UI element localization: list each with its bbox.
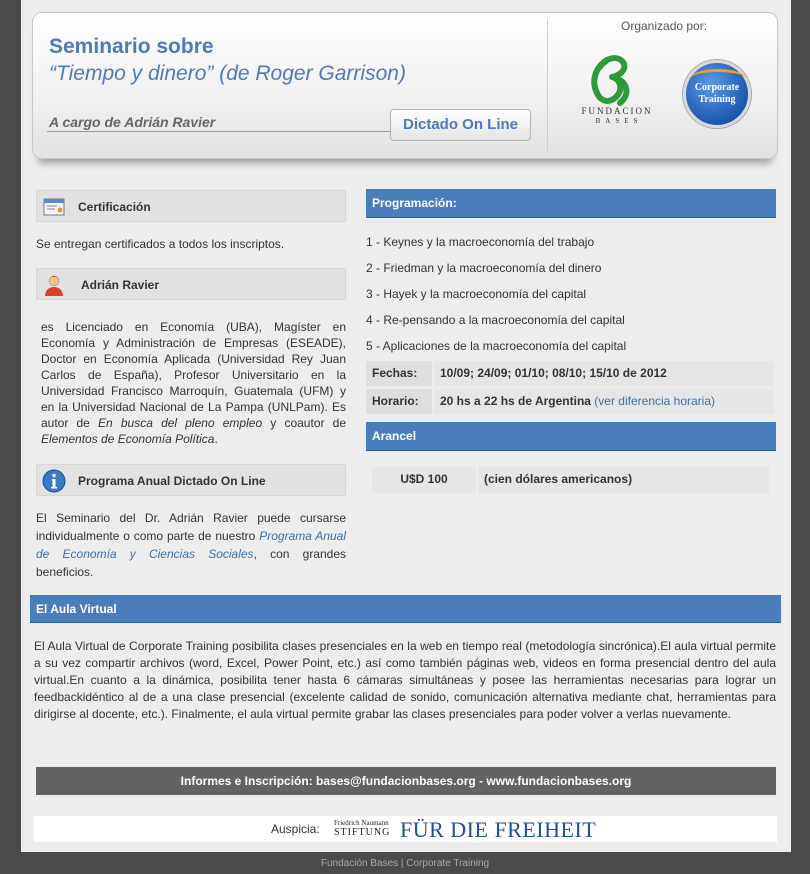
autor-book2: Elementos de Economía Política bbox=[41, 432, 215, 446]
header-panel bbox=[32, 12, 778, 159]
programacion-item-4: 4 - Re-pensando a la macroeconomía del capital bbox=[366, 313, 625, 327]
fechas-label: Fechas: bbox=[366, 361, 432, 386]
sponsor-logo-text: FÜR DIE FREIHEIT bbox=[400, 817, 597, 842]
autor-book1: En busca del pleno empleo bbox=[98, 416, 263, 430]
bottom-credit: Fundación Bases | Corporate Training bbox=[320, 858, 490, 869]
sponsor-strip bbox=[34, 816, 777, 842]
header-underline bbox=[47, 131, 393, 132]
fundacion-bases-sub: BASES bbox=[595, 117, 643, 125]
certificate-icon bbox=[42, 195, 66, 219]
newsletter-sheet bbox=[21, 0, 791, 852]
diferencia-horaria-link[interactable]: (ver diferencia horaria) bbox=[594, 394, 716, 408]
ct-logo-line2: Training bbox=[698, 94, 736, 105]
programa-anual-text bbox=[36, 509, 346, 581]
certificacion-title: Certificación bbox=[78, 200, 151, 214]
autor-bio-pre: es Licenciado en Economía (UBA), Magíster en Economía y Administración de Empresas (ESEADE), Doctor en Economía Aplicada (Universidad Rey Juan Carlos de España), Profesor Universitario en la Universidad Francisco Marroquín, Guatemala (UFM) y en la Universidad Nacional de La Pampa (UNLPam). Es autor de bbox=[41, 320, 346, 430]
autor-bio-end: . bbox=[214, 432, 218, 446]
seminar-title-line1: Seminario sobre bbox=[49, 35, 214, 58]
programa-anual-link[interactable]: Programa Anual de Economía y Ciencias Sociales bbox=[36, 529, 346, 561]
programa-anual-title: Programa Anual Dictado On Line bbox=[78, 474, 266, 488]
sponsor-small-line1: Friedrich Naumann bbox=[334, 819, 389, 827]
programa-anual-section-header bbox=[36, 464, 346, 496]
fundacion-bases-name: FUNDACION bbox=[581, 106, 653, 116]
info-icon bbox=[42, 469, 66, 493]
arancel-price: U$D 100 bbox=[372, 467, 476, 493]
sponsor-small-line2: STIFTUNG bbox=[334, 827, 391, 838]
autor-bio-mid: y coautor de bbox=[270, 416, 346, 430]
autor-section-header bbox=[36, 268, 346, 300]
ct-logo-line1: Corporate bbox=[694, 82, 740, 93]
organized-by-label: Organizado por: bbox=[621, 19, 708, 33]
seminar-title-line2: “Tiempo y dinero” (de Roger Garrison) bbox=[49, 62, 406, 85]
programacion-item-5: 5 - Aplicaciones de la macroeconomía del capital bbox=[366, 339, 627, 353]
programacion-item-3: 3 - Hayek y la macroeconomía del capital bbox=[366, 287, 587, 301]
aula-virtual-header: El Aula Virtual bbox=[30, 595, 781, 623]
programa-anual-text-pre: El Seminario del Dr. Adrián Ravier puede cursarse individualmente o como parte de nuestro bbox=[36, 511, 346, 543]
header-divider bbox=[547, 19, 548, 151]
arancel-header: Arancel bbox=[366, 422, 776, 451]
programacion-item-1: 1 - Keynes y la macroeconomía del trabajo bbox=[366, 235, 595, 249]
corporate-training-logo bbox=[683, 60, 751, 128]
programacion-header: Programación: bbox=[366, 189, 776, 218]
autor-title: Adrián Ravier bbox=[81, 278, 160, 292]
auspicia-label: Auspicia: bbox=[271, 822, 320, 836]
autor-bio bbox=[41, 319, 346, 447]
horario-text: 20 hs a 22 hs de Argentina bbox=[440, 394, 591, 408]
aula-virtual-text: El Aula Virtual de Corporate Training posibilita clases presenciales en la web en tiempo real (metodología sincrónica).El aula virtual permite a su vez compartir archivos (word, Excel, Power Point, etc.) así como también páginas web, videos en forma presencial dentro del aula virtual.En cuanto a la dinámica, posibilita tener hasta 6 cámaras simultáneas y posee las herramientas necesarias para lograr un feedbackidéntico al de a una clase presencial (excelente calidad de sonido, comunicación alternativa mediante chat, herramientas para dirigirse al docente, etc.). Finalmente, el aula virtual permite grabar las clases presenciales para poder volver a verlas nuevamente. bbox=[34, 639, 776, 721]
fechas-value: 10/09; 24/09; 01/10; 08/10; 15/10 de 2012 bbox=[434, 361, 774, 386]
seminar-instructor: A cargo de Adrián Ravier bbox=[49, 114, 216, 130]
certificacion-text: Se entregan certificados a todos los inscriptos. bbox=[36, 237, 285, 251]
informes-bar[interactable]: Informes e Inscripción: bases@fundacionbases.org - www.fundacionbases.org bbox=[36, 767, 776, 795]
horario-label: Horario: bbox=[366, 389, 432, 414]
programacion-item-2: 2 - Friedman y la macroeconomía del dinero bbox=[366, 261, 602, 275]
certificacion-section-header bbox=[36, 190, 346, 222]
dictado-online-button[interactable]: Dictado On Line bbox=[390, 109, 531, 141]
arancel-price-text: (cien dólares americanos) bbox=[478, 467, 769, 493]
programa-anual-text-post: , con grandes beneficios. bbox=[36, 547, 347, 579]
horario-value bbox=[434, 389, 774, 414]
person-icon bbox=[42, 273, 66, 297]
